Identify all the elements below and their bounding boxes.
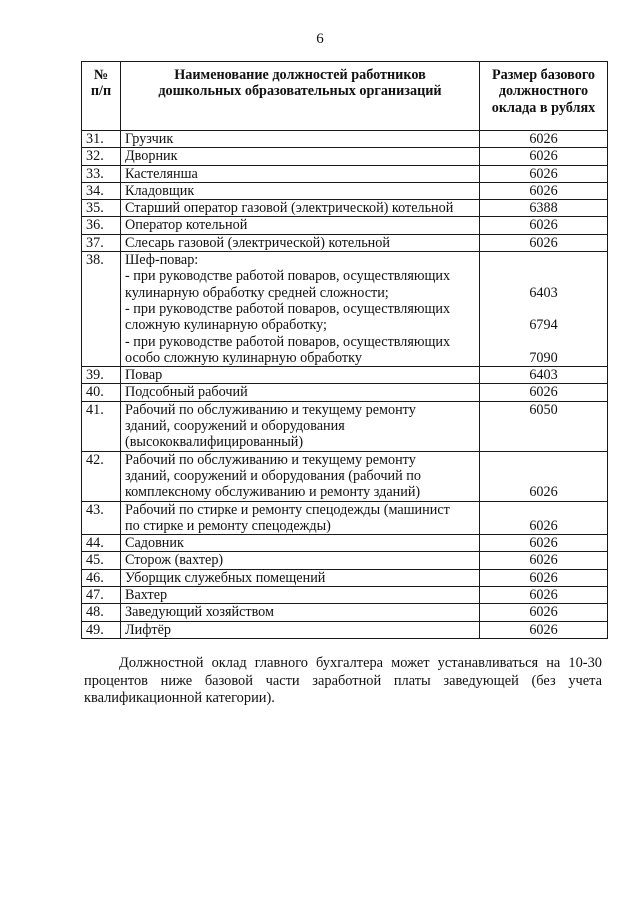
row-number: 35.: [82, 200, 121, 217]
position-name: Рабочий по обслуживанию и текущему ремонту зданий, сооружений и оборудования (высококвалифицированный): [121, 401, 480, 451]
salary-value: 6026: [480, 384, 608, 401]
salary-value: 6026: [480, 621, 608, 638]
salary-value: 6026: [480, 552, 608, 569]
row-number: 33.: [82, 165, 121, 182]
table-row-chef: [82, 252, 608, 367]
table-row: [82, 401, 608, 451]
table-row: [82, 165, 608, 182]
salary-value: 6026: [480, 604, 608, 621]
row-number: 49.: [82, 621, 121, 638]
salary-value: 6026: [480, 587, 608, 604]
salary-value: 6026: [480, 501, 608, 535]
table-row: [82, 234, 608, 251]
table-row: [82, 131, 608, 148]
salary-value: 6794: [529, 317, 558, 334]
salary-value: 6388: [480, 200, 608, 217]
position-name: Заведующий хозяйством: [121, 604, 480, 621]
salary-value: 6403: [529, 284, 558, 301]
position-name: Вахтер: [121, 587, 480, 604]
row-number: 32.: [82, 148, 121, 165]
table-row: [82, 569, 608, 586]
row-number: 46.: [82, 569, 121, 586]
position-name: Старший оператор газовой (электрической) котельной: [121, 200, 480, 217]
row-number: 34.: [82, 182, 121, 199]
salary-value: 6026: [480, 217, 608, 234]
table-header-row: [82, 62, 608, 131]
row-number: 47.: [82, 587, 121, 604]
row-number: 43.: [82, 501, 121, 535]
table-row: [82, 217, 608, 234]
row-number: 41.: [82, 401, 121, 451]
position-name: Садовник: [121, 535, 480, 552]
position-name: Повар: [121, 367, 480, 384]
table-row: [82, 148, 608, 165]
position-name: Кладовщик: [121, 182, 480, 199]
salary-value: 6026: [480, 182, 608, 199]
row-number: 48.: [82, 604, 121, 621]
table-row: [82, 535, 608, 552]
position-name: Грузчик: [121, 131, 480, 148]
position-name: Слесарь газовой (электрической) котельной: [121, 234, 480, 251]
position-name: Лифтёр: [121, 621, 480, 638]
salary-value: 6026: [480, 234, 608, 251]
table-row: [82, 451, 608, 501]
table-row: [82, 552, 608, 569]
table-row: [82, 587, 608, 604]
salary-value: 6026: [480, 569, 608, 586]
row-number: 40.: [82, 384, 121, 401]
row-number: 38.: [82, 252, 121, 367]
salary-value: 6026: [480, 131, 608, 148]
position-name: Дворник: [121, 148, 480, 165]
row-number: 44.: [82, 535, 121, 552]
table-row: [82, 367, 608, 384]
footnote-paragraph: Должностной оклад главного бухгалтера может устанавливаться на 10-30 процентов ниже базовой части заработной платы заведующей (без учета квалификационной категории).: [84, 655, 602, 707]
position-name: Сторож (вахтер): [121, 552, 480, 569]
header-salary: Размер базового должностного оклада в рублях: [480, 62, 608, 131]
salary-value: 6050: [480, 401, 608, 451]
row-number: 45.: [82, 552, 121, 569]
row-number: 31.: [82, 131, 121, 148]
position-name: Подсобный рабочий: [121, 384, 480, 401]
position-name: Рабочий по обслуживанию и текущему ремонту зданий, сооружений и оборудования (рабочий по комплексному обслуживанию и ремонту зданий): [121, 451, 480, 501]
page-number: 6: [316, 31, 324, 47]
table-row: [82, 384, 608, 401]
salary-value: 6403: [480, 367, 608, 384]
header-num: № п/п: [82, 62, 121, 131]
salary-value: 6026: [480, 451, 608, 501]
position-name: Кастелянша: [121, 165, 480, 182]
table-row: [82, 501, 608, 535]
table-row: [82, 182, 608, 199]
salary-value: 6026: [480, 148, 608, 165]
position-name: Рабочий по стирке и ремонту спецодежды (машинист по стирке и ремонту спецодежды): [121, 501, 480, 535]
salary-value: 6026: [480, 535, 608, 552]
row-number: 42.: [82, 451, 121, 501]
position-name: Оператор котельной: [121, 217, 480, 234]
salary-table: [81, 61, 608, 639]
table-row: [82, 200, 608, 217]
salary-value: 7090: [529, 349, 558, 366]
position-name: Шеф-повар: - при руководстве работой поваров, осуществляющих кулинарную обработку средней сложности; - при руководстве работой поваров, осуществляющих сложную кулинарную обработку; - при руководстве работой поваров, осуществляющих особо сложную кулинарную обработку: [121, 252, 480, 367]
salary-value-group: [480, 252, 608, 367]
table-row: [82, 621, 608, 638]
row-number: 39.: [82, 367, 121, 384]
table-row: [82, 604, 608, 621]
salary-value: 6026: [480, 165, 608, 182]
header-position-name: Наименование должностей работников дошкольных образовательных организаций: [121, 62, 480, 131]
row-number: 37.: [82, 234, 121, 251]
position-name: Уборщик служебных помещений: [121, 569, 480, 586]
row-number: 36.: [82, 217, 121, 234]
